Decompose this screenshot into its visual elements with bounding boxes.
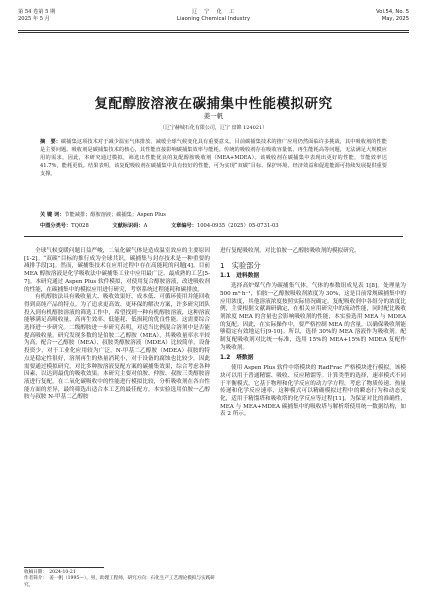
header-center [18, 9, 409, 22]
keywords-text: 节能减排；醇胺溶液；碳捕集；Aspen Plus [64, 212, 166, 218]
body-column-right [220, 248, 406, 419]
intro-paragraph-2: 有机醇胺法具有吸收量大、吸收效果好、成本低、可循环使用并能回收得到高纯产品的特点。为了追求更高效、更环保的解决方案，许多研究团队投入到有机醇胺溶液的筛选工作中，希望找到一种有机醇胺溶液，这种溶液能够满足高吸收量、高再生效率、低能耗、低损耗的优良性能。这需要综合选择进一步研究。二级醇胺进一步研究表明，对适当比例混合溶剂中是否能提高吸收量。研究发现多数的是伯胺二乙醇胺（MEA），其吸收量率水平较为高，配合一乙醇胺（MEA）、叔胺类醇胺溶液（MDEA）比较简单，设备投资少，对于工业化应用较为广泛。N-甲基二乙醇胺（MDEA）叔胺的特点是稳定性很好，溶剂再生的热量消耗小，对于设备的腐蚀也比较少。因此需要通过模拟研究，对比多种胺溶液复配方案的碳捕集效果，综合考虑各种因素，以达到最优的吸收效果。本研究主要对伯胺、仲胺、叔胺三类醇胺溶液进行复配，在二氧化碳吸收中的性能进行模拟比较，分析吸收剂在各自性能方面的差异，最终筛选出适合本工艺的最佳配方。本实验选用伯胺一乙醇胺与叔胺 N-甲基二乙醇胺 [24, 294, 211, 401]
clc-label: 中图分类号： [40, 223, 72, 229]
clc-value: TQ028 [71, 223, 89, 229]
footnote-rule [24, 567, 104, 568]
abstract-text: 碳捕集这项技术对于减少温室气体排放、减缓全球气候变化具有重要意义。目前碳捕集技术的推广应用仍然面临许多挑战，其中吸收剂的性能是主要问题。吸收剂是碳捕集技术的核心，其性能直接影响碳捕集效率与能耗。传统的吸收剂存在吸收容量低、再生能耗高等问题，无法满足大规模应用的需求。因此，本研究通过模拟，筛选出性能优良的复配醇胺吸收剂（MEA+MDEA）。该吸收剂在碳捕集中表现出更好的性能，节能效率达 41.7%，能耗更低。结果表明，该复配吸收剂在碳捕集中具有较好的性能，可为实现“双碳”目标、保护环境、经济效益和促进能源可持续发展提供重要支撑。 [40, 139, 387, 177]
header-rule-top [18, 30, 409, 31]
received-date: 收稿日期： 2024-10-21 [24, 570, 76, 575]
section-heading-1: 1 实验部分 [220, 260, 261, 270]
journal-en: Liaoning Chemical Industry [176, 15, 251, 22]
author-bio: 作者简介： 姜一帆（1995—），男，助理工程师，研究方向：石化生产工艺理论模拟与实践研究。 [24, 576, 215, 588]
author-name: 姜一帆 [203, 112, 224, 120]
volume-en: Vol.54, No. 5 [376, 9, 409, 15]
tower-data-paragraph: 使用 Aspen Plus 软件中塔模块的 RadFrac 严格模块进行模拟，该模块可以用于普通精馏、吸收、反应精馏等。计算类型的选择，速率模式不同于平衡模式，它基于物理和化学反应的动力学方程，考虑了物质传递、热量传递和化学反应速率，这种模式可以精确模拟过程中的瞬态行为和动态变化，适用于精馏塔和吸收塔的化学反应等过程[11]。为保证对比的准确性，MEA 与 MEA+MDEA 碳捕集中的吸收塔与解析塔使用统一数据结构，如表 2 所示。 [220, 365, 406, 418]
volume-cn: 第 54 卷第 5 期 [18, 9, 56, 15]
header-rule-bottom [18, 32, 409, 33]
doc-code-label: 文献标识码： [112, 223, 144, 229]
body-column-left [24, 248, 210, 402]
date-en: May, 2025 [381, 15, 409, 22]
subsection-heading-1-1: 1.1 进料数据 [220, 273, 260, 280]
intro-paragraph-1: 全球气候变暖问题日益严峻，二氧化碳气体是造成温室效应的主要原因[1-2]。“双碳”目标的推行成为全球共识，碳捕集与封存技术是一种重要的减排手段[3]。然而，碳捕集技术在应用过程中存在高能耗的问题[4]。目前 MEA 醇胺溶液是化学吸收法中碳捕集工业中应用最广泛、最成熟的工艺[5-7]。本研究通过 Aspen Plus 软件模拟，对使用复合醇胺溶液，改进吸收剂的性能，在碳捕集中的模拟应用进行研究，考察系统过程能耗和碳排放。 [24, 248, 210, 293]
doc-code [112, 223, 147, 229]
doc-code-value: A [143, 223, 148, 229]
article-meta [40, 223, 400, 230]
paper-title: 复配醇胺溶液在碳捕集中性能模拟研究 [94, 96, 333, 112]
running-header [18, 9, 409, 29]
abstract [40, 139, 387, 179]
abstract-rule [24, 236, 403, 237]
article-number [171, 223, 279, 229]
clc-number [40, 223, 89, 229]
abstract-label: 摘 要： [40, 139, 62, 145]
keywords-label: 关 键 词： [40, 212, 65, 218]
journal-cn: 辽 宁 化 工 [191, 9, 236, 15]
keywords [40, 212, 387, 220]
header-right [376, 9, 409, 22]
date-cn: 2025 年 5 月 [18, 15, 50, 22]
author-affiliation: （辽宁赫城石化有限公司，辽宁 盘锦 124021） [159, 125, 268, 131]
feed-data-paragraph: 选择高炉煤气作为碳捕集气体，气体的参数组成见表 1[8]。处理量为 500 m³·h⁻¹，伯胺一乙醇胺吸收剂浓度为 30%，这是目前常规碳捕集中的应用浓度，其他溶液浓度按照实际情况确定。复配吸收剂中各组分的浓度比例，主要根据文献调研确定，在相关应用研究中的流动性能，同时配比吸收剂浓度 MEA 的含量也会影响吸收剂的性能，本实验选用 MEA 与 MDEA 的复配。因此，在实际操作中，要严格控制 MEA 的含量，以确保吸收剂能够稳定有效地运行[9-10]。所以，选择 30%的 MEA 溶液作为吸收剂。配制复配吸收剂对比统一标准，选用 15%的 MEA+15%的 MDEA 复配作为吸收剂。 [220, 283, 406, 351]
footnote [24, 570, 224, 589]
intro-paragraph-3: 进行复配吸收剂，对比伯胺一乙醇胺吸收剂的模拟研究。 [220, 248, 360, 254]
article-number-value: 1004-0935（2025）05-0731-03 [196, 223, 279, 229]
article-number-label: 文章编号： [170, 223, 197, 229]
subsection-heading-1-2: 1.2 塔数据 [220, 355, 254, 362]
